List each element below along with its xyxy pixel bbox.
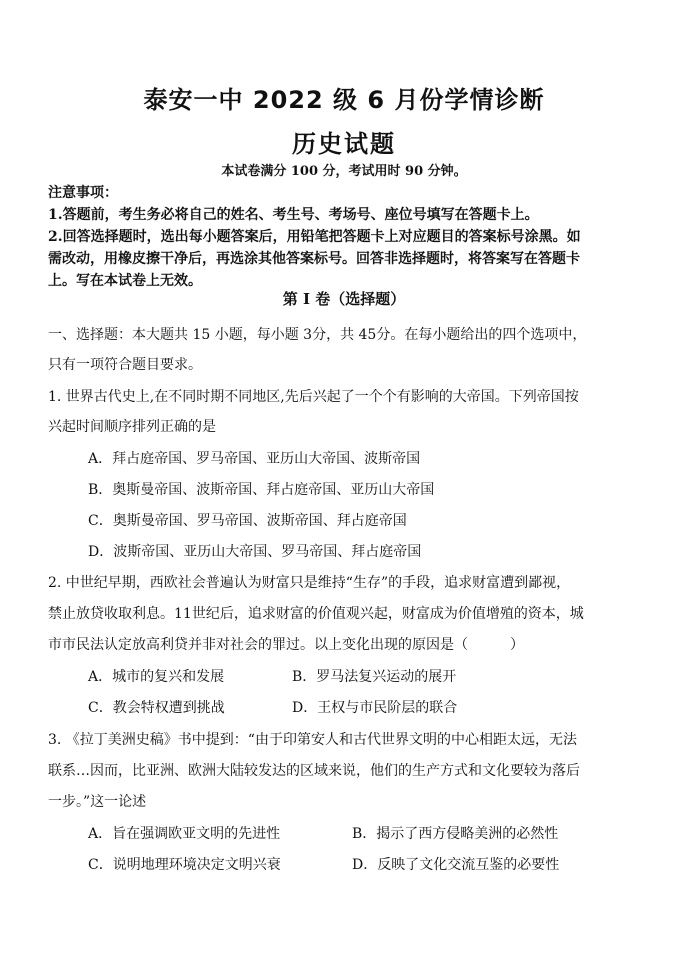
notice-line-1: 1.答题前，考生务必将自己的姓名、考生号、考场号、座位号填写在答题卡上。 (48, 207, 539, 223)
q2-option-b: B．罗马法复兴运动的展开 (292, 669, 457, 685)
q3-option-d: D．反映了文化交流互鉴的必要性 (352, 857, 560, 873)
notice-line-2c: 上。写在本试卷上无效。 (48, 273, 202, 289)
q2-stem-a: 2. 中世纪早期，西欧社会普遍认为财富只是维持“生存”的手段，追求财富遭到鄙视， (48, 575, 571, 591)
section-intro-a: 一、选择题：本大题共 15 小题，每小题 3分，共 45分。在每小题给出的四个选项中， (48, 327, 587, 343)
exam-info: 本试卷满分 100 分，考试用时 90 分钟。 (221, 164, 467, 179)
q1-option-b: B．奥斯曼帝国、波斯帝国、拜占庭帝国、亚历山大帝国 (88, 482, 435, 498)
q1-stem-b: 兴起时间顺序排列正确的是 (48, 419, 216, 435)
subject-title: 历史试题 (292, 130, 396, 158)
q1-stem-a: 1. 世界古代史上,在不同时期不同地区,先后兴起了一个个有影响的大帝国。下列帝国按 (48, 389, 579, 405)
section-intro-b: 只有一项符合题目要求。 (48, 357, 202, 373)
q1-option-c: C．奥斯曼帝国、罗马帝国、波斯帝国、拜占庭帝国 (88, 513, 407, 529)
notice-line-2b: 需改动，用橡皮擦干净后，再选涂其他答案标号。回答非选择题时，将答案写在答题卡 (48, 251, 580, 267)
q3-option-a: A．旨在强调欧亚文明的先进性 (88, 826, 281, 842)
q2-option-d: D．王权与市民阶层的联合 (292, 700, 458, 716)
q1-option-d: D．波斯帝国、亚历山大帝国、罗马帝国、拜占庭帝国 (88, 544, 422, 560)
q2-stem-b: 禁止放贷收取利息。11世纪后，追求财富的价值观兴起，财富成为价值增殖的资本，城 (48, 606, 584, 622)
q3-option-b: B．揭示了西方侵略美洲的必然性 (352, 826, 559, 842)
q3-stem-c: 一步。”这一论述 (48, 794, 147, 810)
q2-stem-c: 市市民法认定放高利贷并非对社会的罪过。以上变化出现的原因是（ ） (48, 637, 524, 653)
section-title: 第 I 卷（选择题） (282, 290, 406, 308)
q2-option-a: A．城市的复兴和发展 (88, 669, 225, 685)
q3-stem-b: 联系…因而，比亚洲、欧洲大陆较发达的区域来说，他们的生产方式和文化要较为落后 (48, 763, 580, 779)
exam-title: 泰安一中 2022 级 6 月份学情诊断 (143, 86, 545, 114)
q2-option-c: C．教会特权遭到挑战 (88, 700, 225, 716)
q3-stem-a: 3. 《拉丁美洲史稿》书中提到：“由于印第安人和古代世界文明的中心相距太远，无法 (48, 732, 577, 748)
q3-option-c: C．说明地理环境决定文明兴衰 (88, 857, 281, 873)
q1-option-a: A．拜占庭帝国、罗马帝国、亚历山大帝国、波斯帝国 (88, 451, 421, 467)
notice-line-2a: 2.回答选择题时，选出每小题答案后，用铅笔把答题卡上对应题目的答案标号涂黑。如 (48, 229, 581, 245)
notice-heading: 注意事项： (48, 185, 118, 201)
